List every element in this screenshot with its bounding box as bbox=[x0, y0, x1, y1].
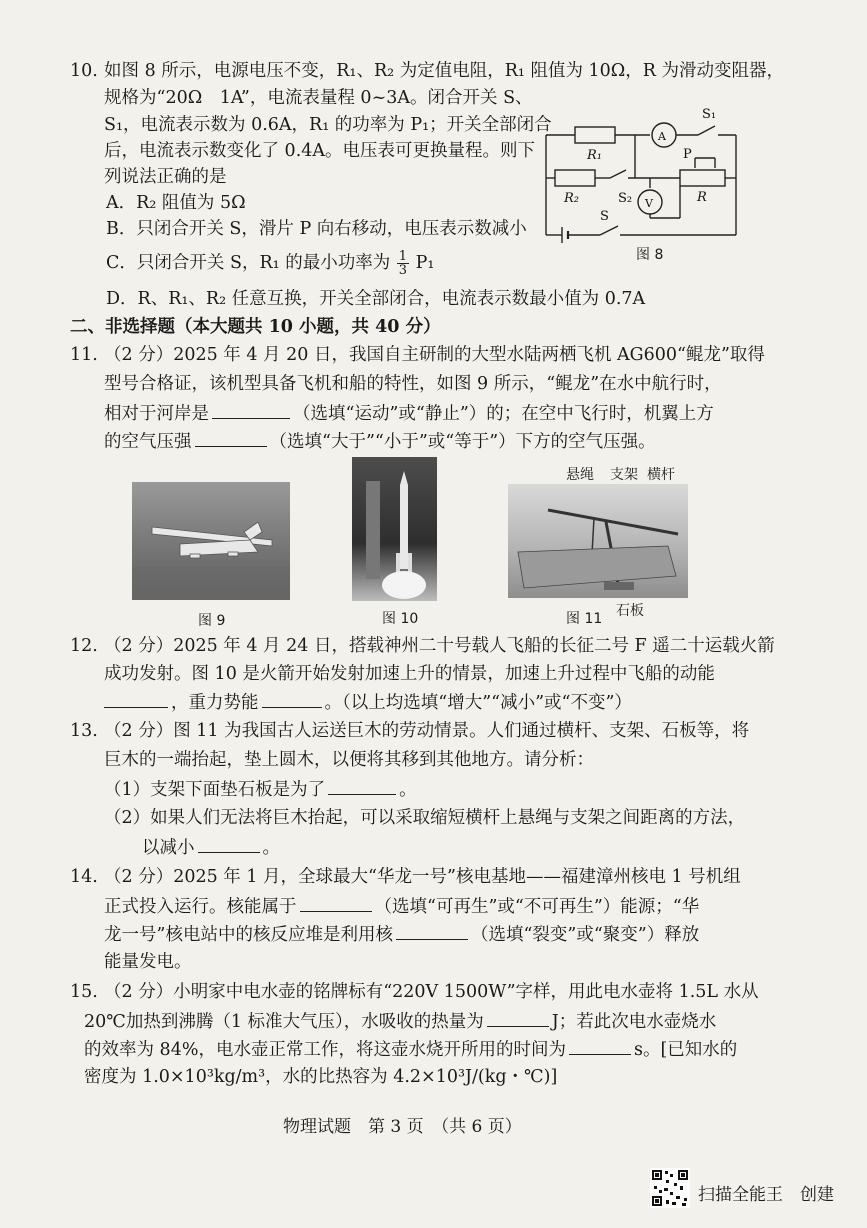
fig9-photo bbox=[132, 482, 290, 600]
watermark-text: 扫描全能王 创建 bbox=[698, 1185, 834, 1205]
fig11-photo bbox=[508, 484, 688, 598]
q10-option-d: D．R、R₁、R₂ 任意互换，开关全部闭合，电流表示数最小值为 0.7A bbox=[106, 289, 646, 309]
fig11-label-bar: 横杆 bbox=[647, 467, 675, 483]
q15-line3 bbox=[84, 1038, 737, 1061]
q12-blank-1[interactable] bbox=[104, 691, 168, 708]
fig8-caption: 图 8 bbox=[636, 247, 664, 263]
q10-line5: 列说法正确的是 bbox=[104, 167, 227, 187]
page-footer: 物理试题 第 3 页 （共 6 页） bbox=[283, 1117, 522, 1137]
label-p: P bbox=[683, 147, 692, 162]
q11-line2: 型号合格证，该机型具备飞机和船的特性，如图 9 所示，“鲲龙”在水中航行时， bbox=[104, 374, 722, 394]
q13-line5 bbox=[142, 836, 280, 859]
q13-number: 13. bbox=[70, 721, 98, 741]
label-r2: R₂ bbox=[564, 191, 579, 206]
r1-resistor bbox=[575, 127, 615, 143]
q12-line3-text-a: ，重力势能 bbox=[171, 693, 259, 713]
q12-line3 bbox=[104, 691, 632, 714]
q11-line1: （2 分）2025 年 4 月 20 日，我国自主研制的大型水陆两栖飞机 AG600“鲲龙”取得 bbox=[104, 345, 765, 365]
section-heading: 二、非选择题（本大题共 10 小题，共 40 分） bbox=[70, 317, 441, 337]
label-ammeter: A bbox=[658, 130, 666, 143]
q11-line4-text-a: 的空气压强 bbox=[104, 432, 192, 452]
fraction-denominator: 3 bbox=[398, 263, 408, 278]
q13-line1: （2 分）图 11 为我国古人运送巨木的劳动情景。人们通过横杆、支架、石板等，将 bbox=[104, 721, 750, 741]
label-s2: S₂ bbox=[618, 191, 633, 206]
fig11-label-stone: 石板 bbox=[616, 603, 644, 619]
q10-option-c-text: C．只闭合开关 S，R₁ 的最小功率为 bbox=[106, 253, 391, 273]
q13-blank-1[interactable] bbox=[328, 778, 396, 795]
q13-line2: 巨木的一端抬起，垫上圆木，以便将其移到其他地方。请分析： bbox=[104, 750, 594, 770]
q11-blank-2[interactable] bbox=[195, 430, 267, 447]
q15-blank-2[interactable] bbox=[569, 1038, 631, 1055]
q12-line2: 成功发射。图 10 是火箭开始发射加速上升的情景，加速上升过程中飞船的动能 bbox=[104, 664, 715, 684]
q13-line4: （2）如果人们无法将巨木抬起，可以采取缩短横杆上悬绳与支架之间距离的方法， bbox=[104, 808, 746, 828]
label-r: R bbox=[697, 190, 707, 205]
q14-blank-2[interactable] bbox=[396, 923, 468, 940]
q10-line4: 后，电流表示数变化了 0.4A。电压表可更换量程。则下 bbox=[104, 141, 536, 161]
q11-line3-text-b: （选填“运动”或“静止”）的；在空中飞行时，机翼上方 bbox=[293, 404, 714, 424]
label-r1: R₁ bbox=[587, 148, 602, 163]
q10-line3: S₁，电流表示数为 0.6A，R₁ 的功率为 P₁；开关全部闭合 bbox=[104, 115, 552, 135]
q10-option-c bbox=[106, 250, 434, 277]
r2-resistor bbox=[555, 170, 595, 186]
q13-line5-text-a: 以减小 bbox=[142, 838, 195, 858]
q14-line3-text-a: 龙一号”核电站中的核反应堆是利用核 bbox=[104, 925, 393, 945]
q15-line3-text-a: 的效率为 84%，电水壶正常工作，将这壶水烧开所用的时间为 bbox=[84, 1040, 566, 1060]
q13-blank-2[interactable] bbox=[198, 836, 260, 853]
q14-number: 14. bbox=[70, 867, 98, 887]
q12-number: 12. bbox=[70, 636, 98, 656]
label-voltmeter: V bbox=[645, 197, 653, 210]
fig9-caption: 图 9 bbox=[198, 613, 226, 629]
q13-line3-text-b: 。 bbox=[399, 780, 417, 800]
q10-option-c-power: P₁ bbox=[415, 253, 435, 273]
q11-line3 bbox=[104, 402, 714, 425]
q11-line4-text-b: （选填“大于”“小于”或“等于”）下方的空气压强。 bbox=[269, 432, 656, 452]
q12-line3-text-b: 。（以上均选填“增大”“减小”或“不变”） bbox=[324, 693, 632, 713]
fig11-caption: 图 11 bbox=[566, 611, 603, 627]
q14-blank-1[interactable] bbox=[300, 895, 372, 912]
fig10-caption: 图 10 bbox=[382, 611, 419, 627]
fig11-label-stand: 支架 bbox=[610, 467, 638, 483]
q10-number: 10. bbox=[70, 61, 98, 81]
q12-blank-2[interactable] bbox=[262, 691, 322, 708]
q15-blank-1[interactable] bbox=[487, 1010, 549, 1027]
q14-line1: （2 分）2025 年 1 月，全球最大“华龙一号”核电基地——福建漳州核电 1 号机组 bbox=[104, 867, 741, 887]
r-rheostat bbox=[680, 170, 725, 186]
circuit-diagram bbox=[540, 100, 750, 260]
q10-line1: 如图 8 所示，电源电压不变，R₁、R₂ 为定值电阻，R₁ 阻值为 10Ω，R 为滑动变阻器， bbox=[104, 61, 785, 81]
q11-blank-1[interactable] bbox=[212, 402, 290, 419]
q15-line4: 密度为 1.0×10³kg/m³，水的比热容为 4.2×10³J/(kg・℃)] bbox=[84, 1067, 558, 1087]
q14-line2-text-b: （选填“可再生”或“不可再生”）能源；“华 bbox=[374, 897, 700, 917]
fig10-photo bbox=[352, 457, 437, 601]
q15-line2-text-a: 20℃加热到沸腾（1 标准大气压），水吸收的热量为 bbox=[84, 1012, 484, 1032]
q15-number: 15. bbox=[70, 982, 98, 1002]
q11-line4 bbox=[104, 430, 656, 453]
q13-line3 bbox=[104, 778, 417, 801]
q15-line1: （2 分）小明家中电水壶的铭牌标有“220V 1500W”字样，用此电水壶将 1.5L 水从 bbox=[104, 982, 759, 1002]
q15-line3-text-b: s。[已知水的 bbox=[633, 1040, 738, 1060]
q13-line5-text-b: 。 bbox=[262, 838, 280, 858]
q14-line2-text-a: 正式投入运行。核能属于 bbox=[104, 897, 297, 917]
q10-option-b: B．只闭合开关 S，滑片 P 向右移动，电压表示数减小 bbox=[106, 219, 527, 239]
label-s: S bbox=[600, 209, 609, 224]
q14-line2 bbox=[104, 895, 699, 918]
q14-line3 bbox=[104, 923, 699, 946]
q11-line3-text-a: 相对于河岸是 bbox=[104, 404, 209, 424]
q10-line2: 规格为“20Ω 1A”，电流表量程 0~3A。闭合开关 S、 bbox=[104, 88, 533, 108]
label-s1: S₁ bbox=[702, 107, 717, 122]
q11-number: 11. bbox=[70, 345, 98, 365]
fraction bbox=[397, 250, 409, 277]
q13-line3-text-a: （1）支架下面垫石板是为了 bbox=[104, 780, 326, 800]
q12-line1: （2 分）2025 年 4 月 24 日，搭载神州二十号载人飞船的长征二号 F 遥二十运载火箭 bbox=[104, 636, 775, 656]
q10-option-a: A．R₂ 阻值为 5Ω bbox=[106, 193, 246, 213]
q15-line2 bbox=[84, 1010, 716, 1033]
q15-line2-text-b: J；若此次电水壶烧水 bbox=[551, 1012, 717, 1032]
fraction-numerator: 1 bbox=[398, 249, 408, 264]
qr-code-icon bbox=[650, 1168, 690, 1208]
fig11-label-rope: 悬绳 bbox=[566, 467, 594, 483]
q14-line4: 能量发电。 bbox=[104, 952, 192, 972]
q14-line3-text-b: （选填“裂变”或“聚变”）释放 bbox=[470, 925, 700, 945]
